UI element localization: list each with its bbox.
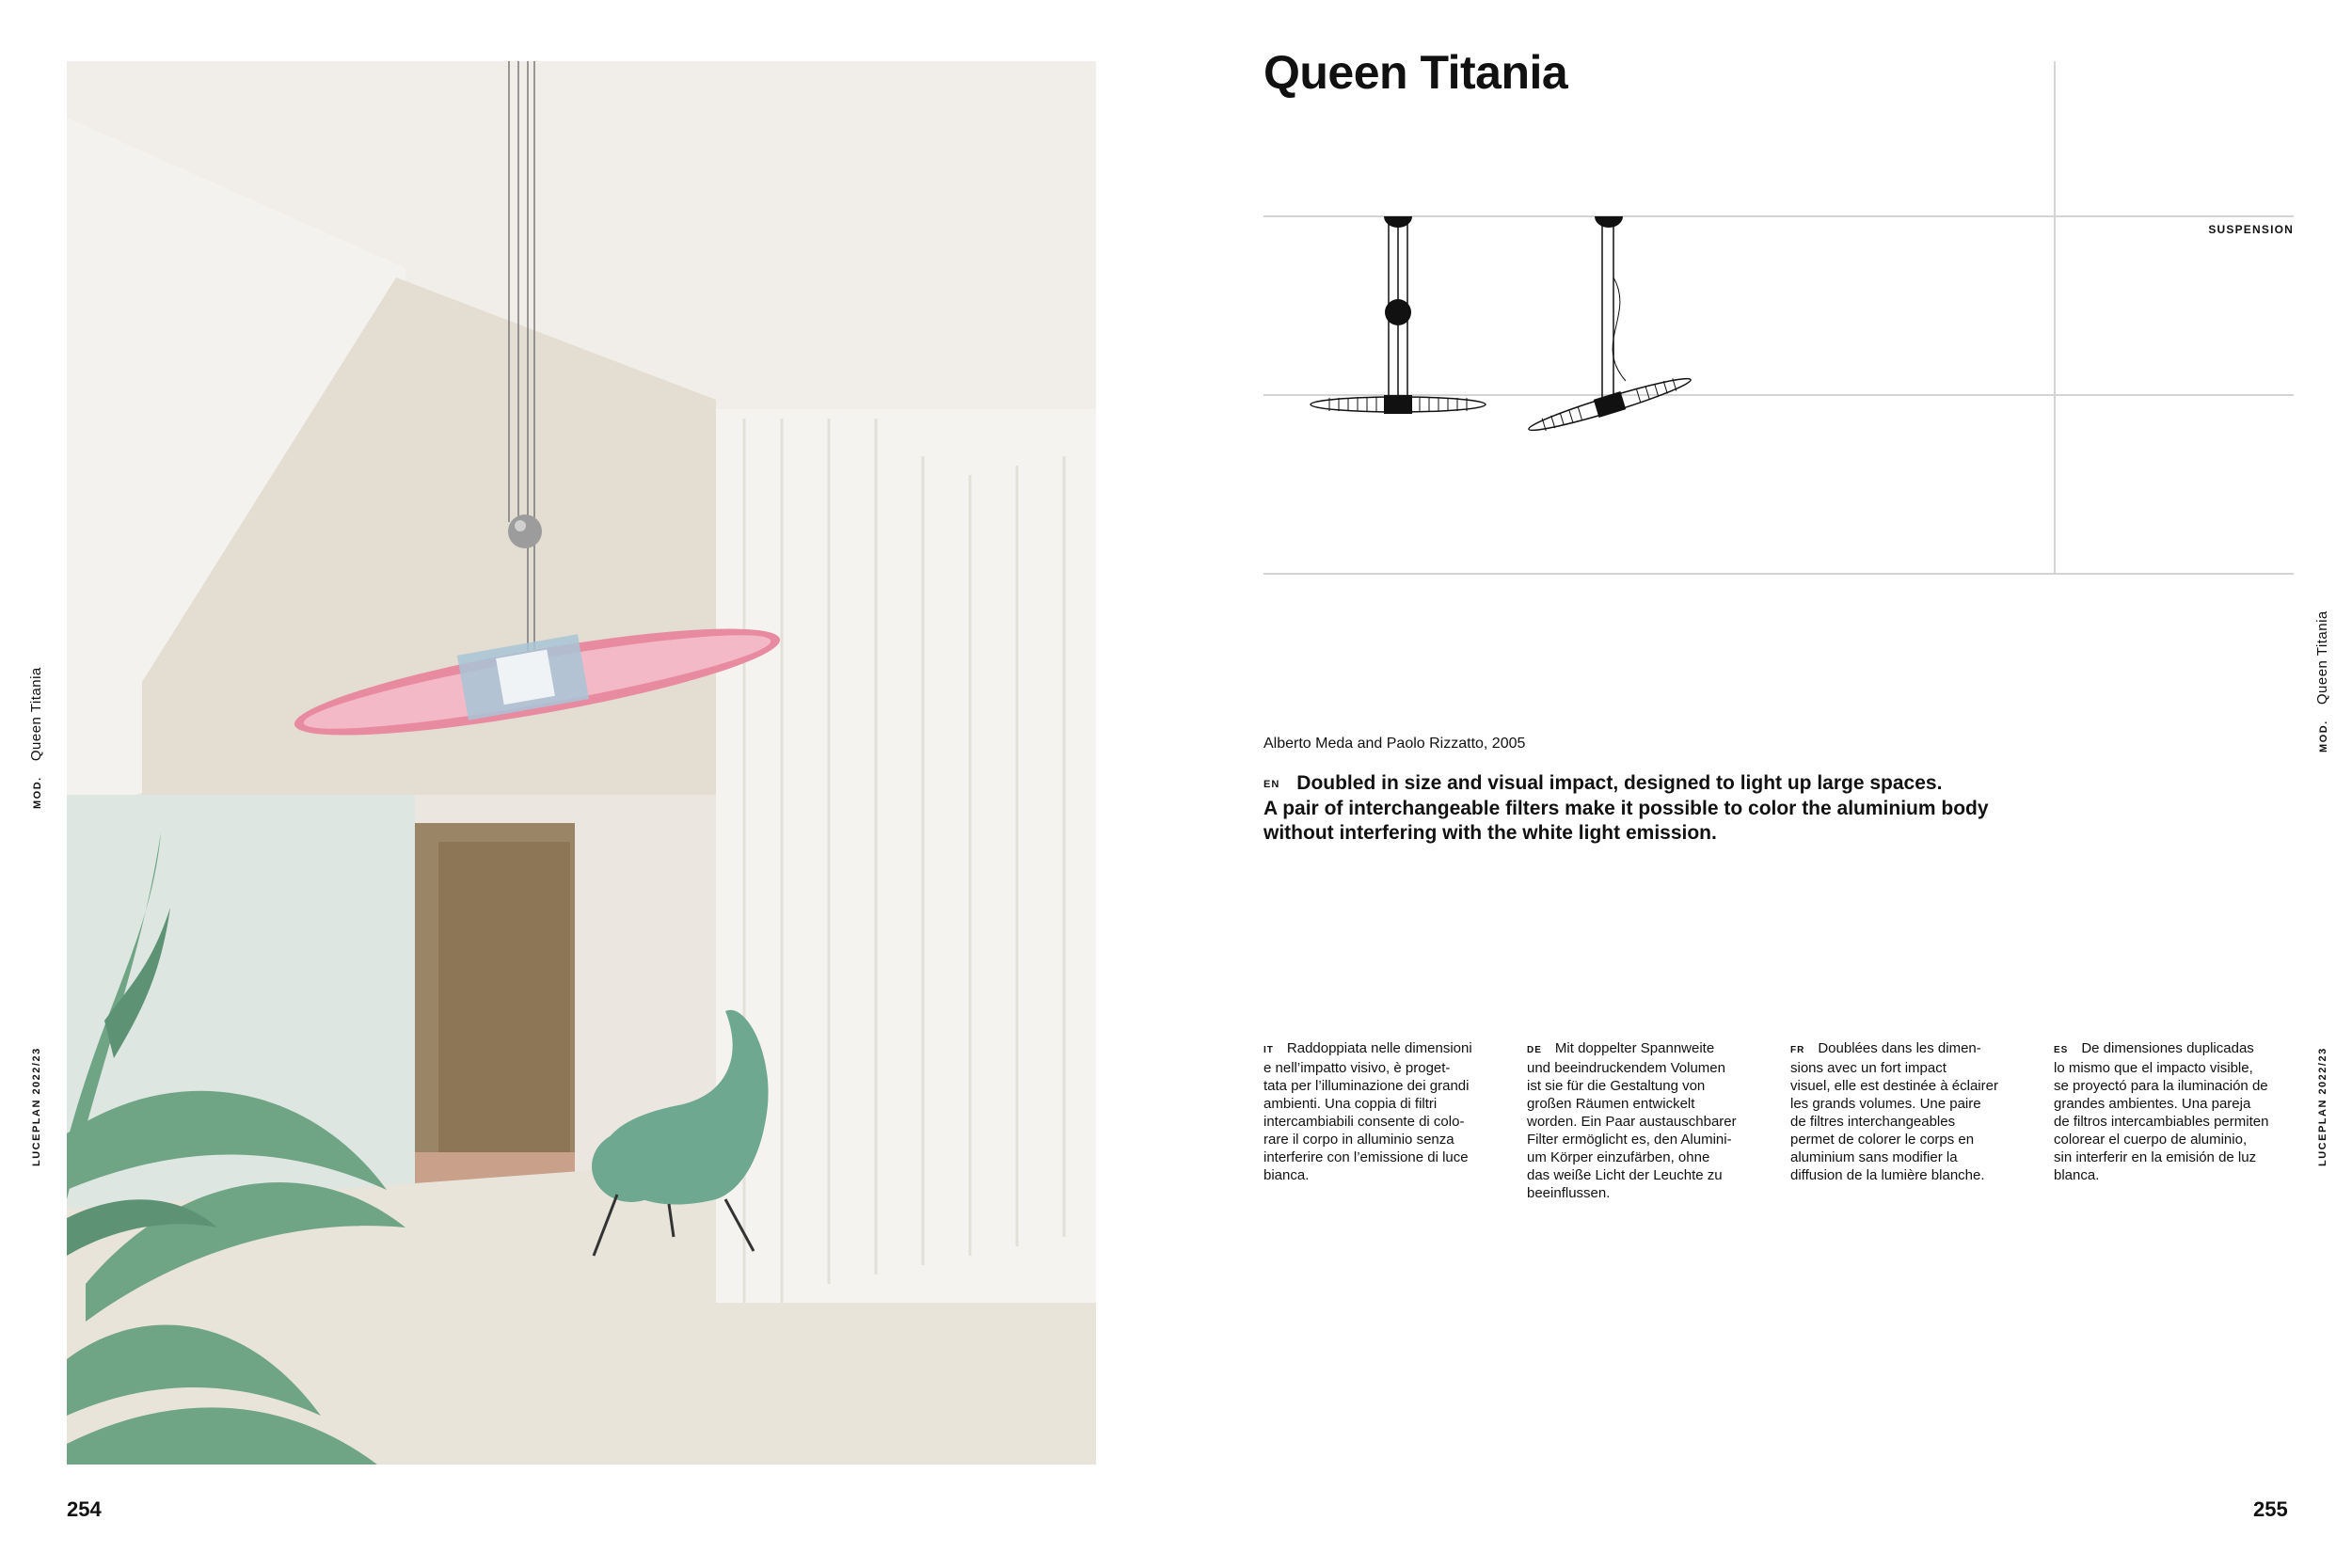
- intro-line-1: Doubled in size and visual impact, designed to light up large spaces.: [1296, 772, 1943, 794]
- desc-line: aluminium sans modifier la: [1790, 1149, 1958, 1165]
- lang-tag-it: IT: [1263, 1045, 1274, 1055]
- page-number-left: 254: [67, 1497, 102, 1521]
- side-catalog: LUCEPLAN 2022/23: [31, 1047, 42, 1166]
- desc-line: interferire con l’emissione di luce: [1263, 1149, 1469, 1165]
- intro-line-2: A pair of interchangeable filters make it possible to color the aluminium body: [1263, 798, 1989, 819]
- desc-line: großen Räumen entwickelt: [1527, 1096, 1695, 1112]
- desc-line: e nell’impatto visivo, è proget-: [1263, 1060, 1451, 1076]
- desc-line: se proyectó para la iluminación de: [2054, 1078, 2268, 1094]
- intro-line-3: without interfering with the white light emission.: [1263, 822, 1717, 844]
- desc-line: bianca.: [1263, 1167, 1310, 1183]
- side-product-name-right: Queen Titania: [2314, 610, 2330, 705]
- description-it: [1263, 1039, 1503, 1184]
- designer-credits: Alberto Meda and Paolo Rizzatto, 2005: [1263, 736, 1526, 752]
- lang-tag-en: EN: [1263, 779, 1280, 790]
- lang-tag-es: ES: [2054, 1045, 2069, 1055]
- description-de: [1527, 1039, 1767, 1202]
- desc-line: rare il corpo in alluminio senza: [1263, 1132, 1454, 1148]
- description-fr: [1790, 1039, 2030, 1184]
- desc-line: sions avec un fort impact: [1790, 1060, 1947, 1076]
- side-product-name: Queen Titania: [28, 667, 44, 762]
- desc-line: De dimensiones duplicadas: [2081, 1040, 2254, 1056]
- desc-line: grandes ambientes. Una pareja: [2054, 1096, 2251, 1112]
- desc-line: und beeindruckendem Volumen: [1527, 1060, 1725, 1076]
- desc-line: de filtros intercambiables permiten: [2054, 1114, 2269, 1130]
- product-photo: [67, 61, 1096, 1465]
- desc-line: Filter ermöglicht es, den Alumini-: [1527, 1132, 1732, 1148]
- side-mod-right: MOD.: [2318, 720, 2329, 752]
- desc-line: diffusion de la lumière blanche.: [1790, 1167, 1985, 1183]
- diagram-lamp-horizontal: [1311, 216, 1486, 414]
- side-label-right: [2314, 610, 2330, 752]
- product-type: SUSPENSION: [2208, 223, 2294, 236]
- side-catalog-right-text: LUCEPLAN 2022/23: [2317, 1047, 2328, 1166]
- desc-line: sin interferir en la emisión de luz: [2054, 1149, 2257, 1165]
- lang-tag-de: DE: [1527, 1045, 1542, 1055]
- desc-line: beeinflussen.: [1527, 1185, 1611, 1201]
- desc-line: Raddoppiata nelle dimensioni: [1286, 1040, 1472, 1056]
- desc-line: ambienti. Una coppia di filtri: [1263, 1096, 1438, 1112]
- page-number-right: 255: [2253, 1497, 2288, 1521]
- desc-line: um Körper einzufärben, ohne: [1527, 1149, 1710, 1165]
- side-label-left: [28, 667, 44, 809]
- desc-line: ist sie für die Gestaltung von: [1527, 1078, 1706, 1094]
- diagram-lamp-tilted: [1526, 216, 1693, 438]
- desc-line: blanca.: [2054, 1167, 2100, 1183]
- desc-line: Mit doppelter Spannweite: [1554, 1040, 1715, 1056]
- desc-line: permet de colorer le corps en: [1790, 1132, 1975, 1148]
- desc-line: de filtres interchangeables: [1790, 1114, 1956, 1130]
- description-es: [2054, 1039, 2294, 1184]
- desc-line: colorear el cuerpo de aluminio,: [2054, 1132, 2248, 1148]
- lang-tag-fr: FR: [1790, 1045, 1805, 1055]
- page-title: Queen Titania: [1263, 46, 1568, 99]
- desc-line: worden. Ein Paar austauschbarer: [1527, 1114, 1737, 1130]
- desc-line: intercambiabili consente di colo-: [1263, 1114, 1465, 1130]
- desc-line: visuel, elle est destinée à éclairer: [1790, 1078, 1998, 1094]
- side-catalog-right: [2314, 1047, 2328, 1166]
- product-diagram: [1263, 61, 2294, 578]
- desc-line: lo mismo que el impacto visible,: [2054, 1060, 2253, 1076]
- side-catalog-left: [28, 1047, 42, 1166]
- desc-line: das weiße Licht der Leuchte zu: [1527, 1167, 1723, 1183]
- intro-en: [1263, 771, 2110, 846]
- desc-line: tata per l’illuminazione dei grandi: [1263, 1078, 1470, 1094]
- side-mod: MOD.: [32, 776, 43, 809]
- desc-line: Doublées dans les dimen-: [1818, 1040, 1981, 1056]
- desc-line: les grands volumes. Une paire: [1790, 1096, 1981, 1112]
